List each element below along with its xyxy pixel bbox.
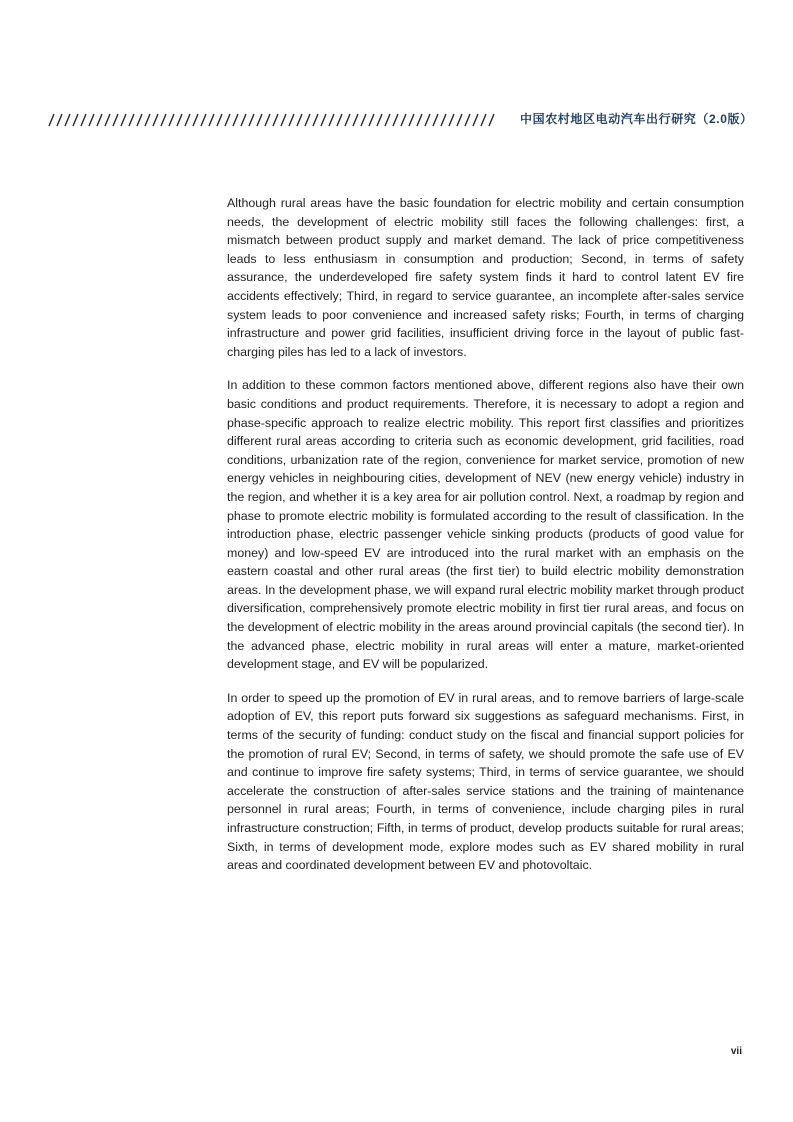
header-hatch-decoration [47,112,500,128]
hatch-mark [241,114,246,126]
hatch-mark [65,114,70,126]
hatch-mark [345,114,350,126]
hatch-mark [369,114,374,126]
hatch-mark [209,114,214,126]
paragraph-challenges: Although rural areas have the basic foundation for electric mobility and certain consumption needs, the development of electric mobility still faces the following challenges: first, a mismatch between product supply and market demand. The lack of price competitiveness leads to less enthusiasm in consumption and production; Second, in terms of safety assurance, the underdeveloped fire safety system finds it hard to control latent EV fire accidents effectively; Third, in regard to service guarantee, an incomplete after-sales service system leads to poor convenience and increased safety risks; Fourth, in terms of charging infrastructure and power grid facilities, insufficient driving force in the layout of public fast-charging piles has led to a lack of investors. [227,196,744,359]
hatch-mark [329,114,334,126]
hatch-mark [89,114,94,126]
hatch-mark [377,114,382,126]
hatch-mark [153,114,158,126]
hatch-mark [169,114,174,126]
paragraph-roadmap: In addition to these common factors mentioned above, different regions also have their own basic conditions and product requirements. Therefore, it is necessary to adopt a region and phase-specific approach to realize electric mobility. This report first classifies and prioritizes different rural areas according to criteria such as economic development, grid facilities, road conditions, urbanization rate of the region, convenience for market service, promotion of new energy vehicles in neighbouring cities, development of NEV (new energy vehicle) industry in the region, and whether it is a key area for air pollution control. Next, a roadmap by region and phase to promote electric mobility is formulated according to the result of classification. In the introduction phase, electric passenger vehicle sinking products (products of good value for money) and low-speed EV are introduced into the rural market with an emphasis on the eastern coastal and other rural areas (the first tier) to build electric mobility demonstration areas. In the development phase, we will expand rural electric mobility market through product diversification, comprehensively promote electric mobility in first tier rural areas, and focus on the development of electric mobility in the areas around provincial capitals (the second tier). In the advanced phase, electric mobility in rural areas will enter a mature, market-oriented development stage, and EV will be popularized. [227,378,744,672]
hatch-mark [385,114,390,126]
hatch-mark [257,114,262,126]
hatch-mark [137,114,142,126]
hatch-mark [201,114,206,126]
hatch-mark [353,114,358,126]
hatch-mark [473,114,478,126]
hatch-mark [105,114,110,126]
hatch-mark [145,114,150,126]
hatch-mark [185,114,190,126]
hatch-mark [297,114,302,126]
page-number: vii [730,1046,742,1057]
hatch-mark [177,114,182,126]
hatch-mark [465,114,470,126]
hatch-mark [217,114,222,126]
hatch-mark [161,114,166,126]
hatch-mark [49,114,54,126]
hatch-mark [441,114,446,126]
hatch-mark [433,114,438,126]
hatch-mark [401,114,406,126]
hatch-mark [337,114,342,126]
hatch-mark [193,114,198,126]
hatch-mark [281,114,286,126]
hatch-mark [489,114,494,126]
hatch-mark [321,114,326,126]
hatch-mark [417,114,422,126]
hatch-mark [313,114,318,126]
hatch-mark [129,114,134,126]
running-header-title: 中国农村地区电动汽车出行研究（2.0版） [520,112,753,126]
hatch-mark [361,114,366,126]
hatch-mark [97,114,102,126]
hatch-mark [457,114,462,126]
hatch-mark [425,114,430,126]
hatch-mark [393,114,398,126]
hatch-mark [73,114,78,126]
hatch-mark [265,114,270,126]
hatch-mark [289,114,294,126]
hatch-mark [409,114,414,126]
hatch-mark [57,114,62,126]
hatch-mark [233,114,238,126]
paragraph-suggestions: In order to speed up the promotion of EV in rural areas, and to remove barriers of large-scale adoption of EV, this report puts forward six suggestions as safeguard mechanisms. First, in terms of the security of funding: conduct study on the fiscal and financial support policies for the promotion of rural EV; Second, in terms of safety, we should promote the safe use of EV and continue to improve fire safety systems; Third, in terms of service guarantee, we should accelerate the construction of after-sales service stations and the training of maintenance personnel in rural areas; Fourth, in terms of convenience, include charging piles in rural infrastructure construction; Fifth, in terms of product, develop products suitable for rural areas; Sixth, in terms of development mode, explore modes such as EV shared mobility in rural areas and coordinated development between EV and photovoltaic. [227,690,744,873]
hatch-mark [121,114,126,126]
hatch-mark [481,114,486,126]
hatch-mark [81,114,86,126]
hatch-mark [113,114,118,126]
hatch-mark [273,114,278,126]
hatch-mark [449,114,454,126]
main-body-text [227,194,744,890]
hatch-mark [249,114,254,126]
hatch-mark [225,114,230,126]
hatch-mark [305,114,310,126]
